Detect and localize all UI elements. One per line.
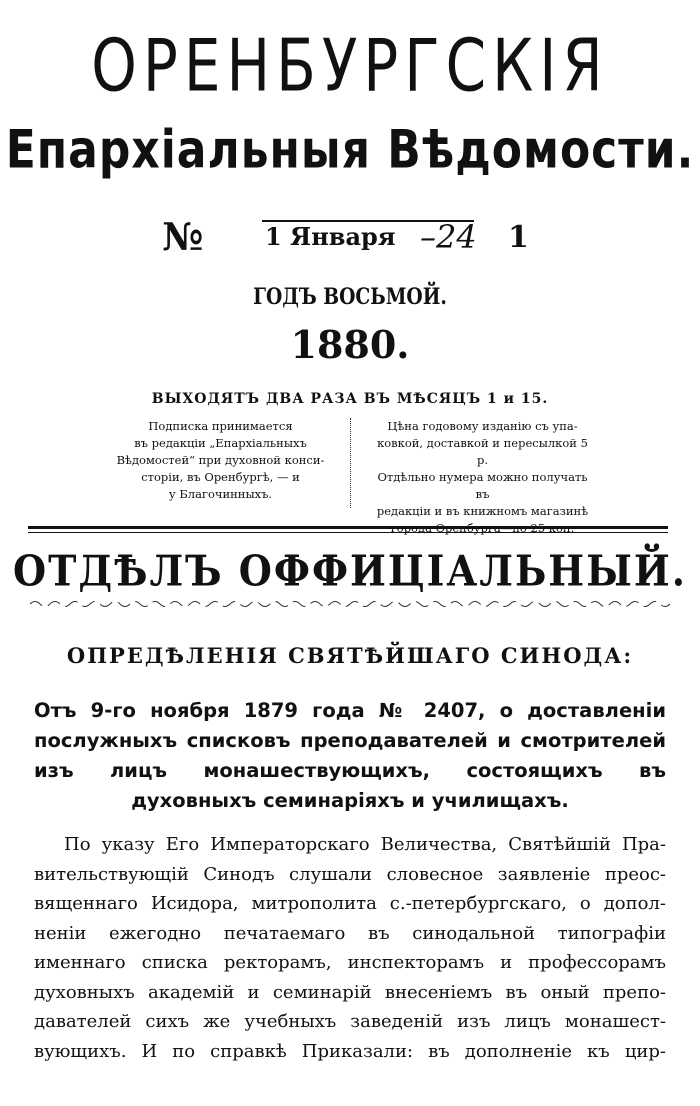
subscription-info — [108, 418, 333, 503]
price-line: ковкой, доставкой и пересылкой 5 р. — [377, 436, 588, 467]
article-body — [34, 830, 666, 1066]
price-line: Отдѣльно нумера можно получать въ — [377, 470, 588, 501]
body-line: вующихъ. И по справкѣ Приказали: въ дополненiе къ цир- — [34, 1040, 666, 1062]
subscription-line: сторiи, въ Оренбургѣ, — и — [141, 470, 300, 484]
decorative-wavy-rule — [30, 597, 670, 611]
issue-date: 1 Января — [265, 222, 396, 251]
handwritten-note: –24 — [420, 218, 477, 256]
body-line: ненiи ежегодно печатаемаго въ синодальной типографiи — [34, 922, 666, 944]
price-line: города Оренбурга—по 25 коп. — [390, 521, 575, 535]
issue-number: 1 — [508, 220, 529, 255]
subscription-line: у Благочинныхъ. — [168, 487, 273, 501]
decree-heading: Отъ 9-го ноября 1879 года № 2407, о доставленiи послужныхъ списковъ преподавателей и смотрителей изъ лицъ монашествующихъ, состоящихъ въ духовныхъ семинарiяхъ и училищахъ. — [34, 699, 666, 812]
issue-number-sign: № — [162, 214, 204, 259]
body-line: духовныхъ академiй и семинарiй внесенiемъ въ оный препо- — [34, 981, 666, 1003]
subheading: ОПРЕДѢЛЕНIЯ СВЯТѢЙШАГО СИНОДА: — [66, 643, 634, 668]
issue-line — [0, 212, 700, 262]
header-rule-thin — [28, 532, 668, 533]
section-title: ОТДѢЛЪ ОФФИЦIАЛЬНЫЙ. — [12, 545, 687, 596]
masthead-title-line2: Епархiальныя Вѣдомости. — [5, 119, 695, 181]
masthead-title-line1: ОРЕНБУРГСКIЯ — [91, 23, 609, 108]
year-number: 1880. — [290, 322, 410, 367]
body-line: давателей сихъ же учебныхъ заведенiй изъ лицъ монашест- — [34, 1011, 666, 1032]
header-rule-thick — [28, 526, 668, 529]
column-divider — [350, 418, 357, 508]
price-line: Цѣна годовому изданiю съ упа- — [387, 419, 578, 433]
publication-frequency: ВЫХОДЯТЪ ДВА РАЗА ВЪ МѢСЯЦЪ 1 и 15. — [151, 391, 549, 407]
body-line: именнаго списка ректорамъ, инспекторамъ и профессорамъ — [34, 952, 666, 973]
body-line: вительствующiй Синодъ слушали словесное заявленiе преос- — [34, 863, 666, 885]
price-info — [370, 418, 595, 537]
price-line: редакцiи и въ книжномъ магазинѣ — [376, 504, 589, 518]
year-word: ГОДЪ ВОСЬМОЙ. — [253, 284, 447, 310]
body-line: вященнаго Исидора, митрополита с.-петербургскаго, о допол- — [34, 893, 666, 914]
subscription-line: Подписка принимается — [148, 419, 293, 433]
subscription-line: Вѣдомостей“ при духовной конси- — [116, 453, 325, 467]
subscription-line: въ редакцiи „Епархiальныхъ — [134, 436, 307, 450]
body-line: По указу Его Императорскаго Величества, Святѣйшiй Пра- — [64, 834, 666, 855]
